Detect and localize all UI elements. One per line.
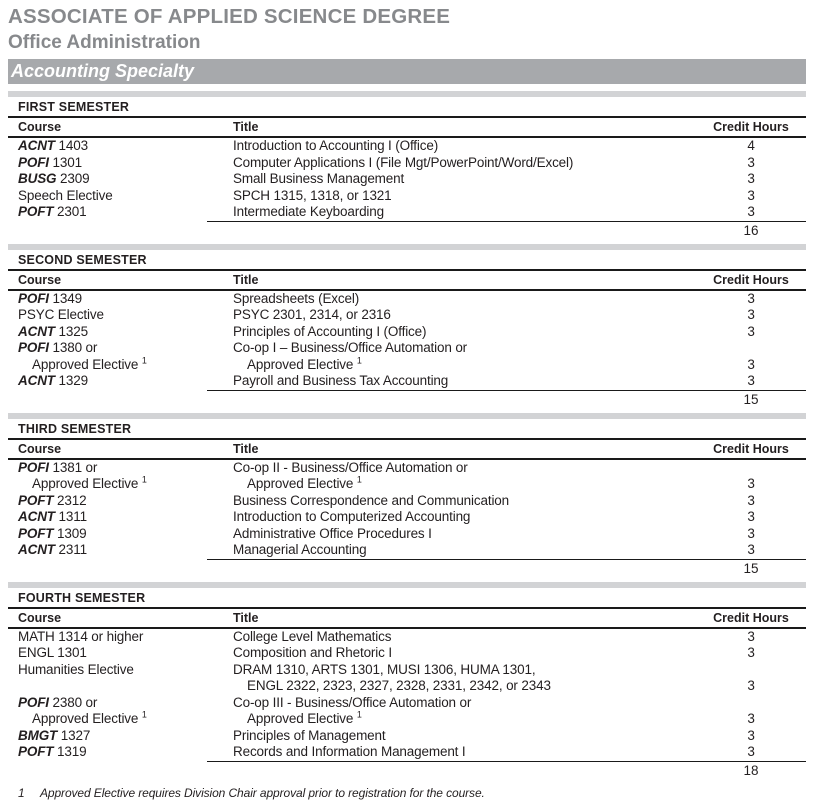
title-line: ENGL 2322, 2323, 2327, 2328, 2331, 2342, or 2343	[247, 678, 551, 693]
title-cell	[233, 744, 696, 761]
credit-hours-value: 3	[747, 373, 755, 388]
title-cell	[233, 695, 696, 728]
semester-total-row	[8, 560, 806, 577]
title-cell	[233, 526, 696, 543]
title-cell	[233, 171, 696, 188]
title-line: Intermediate Keyboarding	[233, 204, 384, 219]
footnote-ref: 1	[141, 709, 147, 720]
semester-title: FIRST SEMESTER	[8, 99, 806, 118]
section-divider-bar	[8, 244, 806, 250]
course-row	[8, 324, 806, 341]
column-header-course: Course	[18, 441, 62, 456]
course-code-prefix: POFI	[18, 290, 49, 306]
course-code-prefix: ACNT	[18, 138, 55, 153]
course-line: POFI 1349	[18, 290, 82, 306]
course-line: Approved Elective $^1$	[32, 474, 147, 491]
course-row	[8, 171, 806, 188]
semester-total-row	[8, 391, 806, 408]
course-cell	[8, 171, 233, 188]
title-cell	[233, 662, 696, 695]
section-divider-bar	[8, 91, 806, 97]
title-line: Introduction to Computerized Accounting	[233, 509, 471, 524]
total-spacer-course	[8, 222, 233, 239]
credit-hours-value: 3	[747, 323, 755, 339]
semester-total-credits: 16	[743, 222, 759, 238]
course-cell	[8, 509, 233, 526]
course-row	[8, 629, 806, 646]
credit-hours-value: 3	[747, 476, 755, 491]
course-code-prefix: ACNT	[18, 542, 55, 557]
course-row	[8, 542, 806, 559]
course-cell	[8, 629, 233, 646]
course-line: ACNT 1329	[18, 373, 88, 388]
course-cell	[8, 291, 233, 308]
column-header-credits: Credit Hours	[713, 272, 789, 287]
credit-hours-value: 3	[747, 356, 755, 372]
course-line: ACNT 1403	[18, 138, 88, 153]
column-header-row	[8, 440, 806, 460]
credit-hours-value: 3	[747, 492, 755, 508]
semester-title: THIRD SEMESTER	[8, 421, 806, 440]
semester-total-credits: 15	[743, 391, 759, 407]
credit-hours-value: 3	[747, 678, 755, 693]
course-line: POFI 1381 or	[18, 459, 98, 475]
course-row	[8, 526, 806, 543]
column-header-row	[8, 118, 806, 138]
course-line: Speech Elective	[18, 187, 113, 203]
footnote-text: Approved Elective requires Division Chair approval prior to registration for the course.	[40, 785, 485, 800]
credit-hours-value: 3	[747, 307, 755, 322]
title-line: Payroll and Business Tax Accounting	[233, 373, 449, 388]
title-cell	[233, 493, 696, 510]
title-cell	[233, 629, 696, 646]
course-line: MATH 1314 or higher	[18, 628, 144, 644]
course-cell	[8, 373, 233, 390]
title-cell	[233, 460, 696, 493]
course-row	[8, 493, 806, 510]
title-line: DRAM 1310, ARTS 1301, MUSI 1306, HUMA 1301,	[233, 661, 536, 677]
course-cell	[8, 526, 233, 543]
title-line: Records and Information Management I	[233, 744, 466, 759]
title-line: SPCH 1315, 1318, or 1321	[233, 187, 392, 203]
credit-hours-value: 3	[747, 645, 755, 660]
course-row	[8, 728, 806, 745]
credit-hours-value: 3	[747, 509, 755, 524]
course-line: POFI 1301	[18, 154, 82, 170]
total-spacer-course	[8, 391, 233, 408]
course-line: PSYC Elective	[18, 307, 104, 322]
course-cell	[8, 307, 233, 324]
course-line: POFT 2312	[18, 492, 87, 508]
course-code-prefix: POFI	[18, 459, 49, 475]
semester-title: FOURTH SEMESTER	[8, 590, 806, 609]
title-line: Computer Applications I (File Mgt/PowerPoint/Word/Excel)	[233, 154, 574, 170]
title-cell	[233, 340, 696, 373]
course-code-prefix: POFT	[18, 525, 54, 541]
course-code-prefix: POFT	[18, 744, 54, 759]
course-code-prefix: POFI	[18, 694, 49, 710]
title-cell	[233, 373, 696, 390]
course-cell	[8, 728, 233, 745]
title-cell	[233, 291, 696, 308]
course-code-prefix: POFI	[18, 340, 49, 355]
course-cell	[8, 138, 233, 155]
column-header-row	[8, 609, 806, 629]
course-row	[8, 138, 806, 155]
total-spacer-title	[233, 762, 696, 779]
course-row	[8, 744, 806, 761]
course-code-prefix: ACNT	[18, 373, 55, 388]
column-header-course: Course	[18, 272, 62, 287]
title-line: Introduction to Accounting I (Office)	[233, 138, 439, 153]
course-row	[8, 340, 806, 373]
title-cell	[233, 728, 696, 745]
title-cell	[233, 509, 696, 526]
title-cell	[233, 188, 696, 205]
credit-hours-value: 3	[747, 154, 755, 170]
semester-total-credits: 18	[743, 762, 759, 778]
title-line: Approved Elective $^1$	[247, 474, 362, 491]
title-line: Co-op I – Business/Office Automation or	[233, 340, 468, 355]
title-line: Small Business Management	[233, 171, 405, 186]
course-cell	[8, 744, 233, 761]
title-line: Administrative Office Procedures I	[233, 525, 432, 541]
course-row	[8, 204, 806, 221]
column-header-row	[8, 271, 806, 291]
course-line: Approved Elective $^1$	[32, 709, 147, 726]
course-line: ENGL 1301	[18, 645, 87, 660]
course-code-prefix: POFT	[18, 204, 54, 219]
footnote-ref: 1	[356, 355, 362, 365]
course-code-prefix: BMGT	[18, 727, 58, 743]
course-row	[8, 695, 806, 728]
title-line: PSYC 2301, 2314, or 2316	[233, 307, 391, 322]
course-row	[8, 662, 806, 695]
course-cell	[8, 188, 233, 205]
section-divider-bar	[8, 413, 806, 419]
course-cell	[8, 695, 233, 728]
course-cell	[8, 645, 233, 662]
course-line: BUSG 2309	[18, 171, 90, 186]
course-line: POFT 1309	[18, 525, 87, 541]
semester-section	[8, 582, 806, 779]
course-line: POFT 2301	[18, 204, 87, 219]
course-row	[8, 307, 806, 324]
column-header-title: Title	[233, 120, 259, 134]
column-header-credits: Credit Hours	[713, 441, 789, 456]
semester-section	[8, 91, 806, 239]
column-header-title: Title	[233, 610, 259, 625]
title-line: Spreadsheets (Excel)	[233, 290, 360, 306]
specialty-title: Accounting Specialty	[11, 61, 195, 81]
course-cell	[8, 324, 233, 341]
title-line: Co-op II - Business/Office Automation or	[233, 459, 468, 475]
course-row	[8, 188, 806, 205]
course-row	[8, 373, 806, 390]
semester-total-row	[8, 762, 806, 779]
semester-title: SECOND SEMESTER	[8, 252, 806, 271]
credit-hours-value: 3	[747, 187, 755, 203]
title-line: Principles of Management	[233, 727, 386, 743]
course-line: ACNT 1311	[18, 509, 87, 524]
title-line: Approved Elective $^1$	[247, 355, 362, 372]
title-cell	[233, 307, 696, 324]
title-line: College Level Mathematics	[233, 628, 392, 644]
course-code-prefix: BUSG	[18, 171, 57, 186]
course-cell	[8, 493, 233, 510]
course-code-prefix: ACNT	[18, 509, 55, 524]
total-spacer-title	[233, 222, 696, 239]
footnote	[8, 786, 806, 800]
title-cell	[233, 542, 696, 559]
footnote-ref: 1	[141, 474, 147, 485]
column-header-credits: Credit Hours	[713, 610, 789, 625]
course-line: BMGT 1327	[18, 727, 91, 743]
title-line: Business Correspondence and Communication	[233, 492, 510, 508]
column-header-credits: Credit Hours	[713, 120, 789, 134]
semester-total-credits: 15	[743, 560, 759, 576]
course-line: ACNT 1325	[18, 323, 88, 339]
semester-section	[8, 413, 806, 577]
course-cell	[8, 460, 233, 493]
course-cell	[8, 662, 233, 695]
course-code-prefix: POFT	[18, 492, 54, 508]
course-cell	[8, 340, 233, 373]
course-line: Humanities Elective	[18, 661, 134, 677]
course-line: POFT 1319	[18, 744, 87, 759]
title-line: Co-op III - Business/Office Automation or	[233, 694, 472, 710]
title-cell	[233, 324, 696, 341]
title-line: Approved Elective $^1$	[247, 709, 362, 726]
credit-hours-value: 3	[747, 628, 755, 644]
title-cell	[233, 155, 696, 172]
column-header-course: Course	[18, 610, 62, 625]
total-spacer-title	[233, 391, 696, 408]
credit-hours-value: 3	[747, 171, 755, 186]
course-cell	[8, 542, 233, 559]
course-code-prefix: ACNT	[18, 323, 55, 339]
footnote-ref: 1	[141, 355, 147, 365]
course-row	[8, 460, 806, 493]
credit-hours-value: 3	[747, 744, 755, 759]
semester-section	[8, 244, 806, 408]
page-content	[8, 5, 806, 800]
title-line: Principles of Accounting I (Office)	[233, 323, 427, 339]
title-cell	[233, 138, 696, 155]
course-cell	[8, 155, 233, 172]
title-line: Managerial Accounting	[233, 542, 367, 557]
course-line: ACNT 2311	[18, 542, 87, 557]
credit-hours-value: 3	[747, 204, 755, 219]
title-cell	[233, 204, 696, 221]
total-spacer-title	[233, 560, 696, 577]
total-spacer-course	[8, 560, 233, 577]
credit-hours-value: 3	[747, 711, 755, 726]
title-cell	[233, 645, 696, 662]
course-line: POFI 2380 or	[18, 694, 98, 710]
semester-sections	[8, 91, 806, 779]
column-header-title: Title	[233, 272, 259, 287]
credit-hours-value: 4	[747, 138, 755, 153]
total-spacer-course	[8, 762, 233, 779]
footnote-ref: 1	[356, 474, 362, 485]
section-divider-bar	[8, 582, 806, 588]
footnote-ref: 1	[356, 709, 362, 720]
course-row	[8, 291, 806, 308]
credit-hours-value: 3	[747, 542, 755, 557]
program-title: Office Administration	[8, 32, 201, 53]
course-code-prefix: POFI	[18, 154, 49, 170]
credit-hours-value: 3	[747, 525, 755, 541]
column-header-course: Course	[18, 120, 62, 134]
course-line: POFI 1380 or	[18, 340, 98, 355]
degree-title: ASSOCIATE OF APPLIED SCIENCE DEGREE	[8, 5, 451, 28]
title-line: Composition and Rhetoric I	[233, 645, 392, 660]
column-header-title: Title	[233, 441, 259, 456]
credit-hours-value: 3	[747, 727, 755, 743]
credit-hours-value: 3	[747, 290, 755, 306]
course-row	[8, 645, 806, 662]
course-cell	[8, 204, 233, 221]
course-line: Approved Elective $^1$	[32, 355, 147, 372]
course-row	[8, 509, 806, 526]
semester-total-row	[8, 222, 806, 239]
specialty-bar	[8, 59, 806, 84]
footnote-marker: 1	[18, 785, 25, 800]
course-row	[8, 155, 806, 172]
